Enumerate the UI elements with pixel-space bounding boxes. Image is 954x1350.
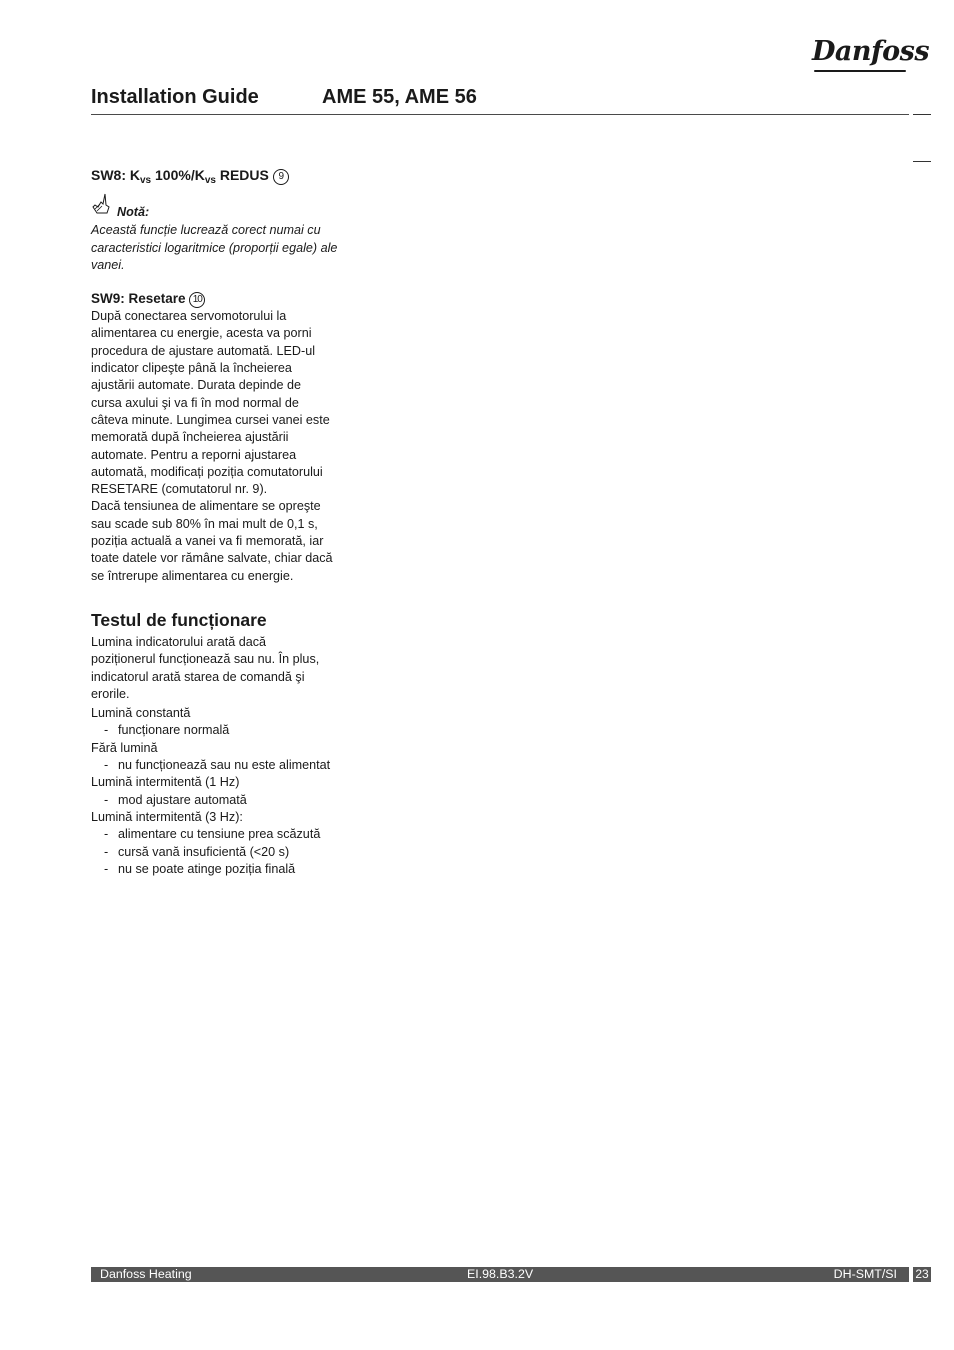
sw9-body: După conectarea servomotorului la alimentarea cu energie, acesta va porni procedura de ajustare automată. LED-ul indicator clipeşte până la încheierea ajustării automate. Durata depinde de cursa axului şi va fi în mod normal de câteva minute. Lungimea cursei vanei este memorată după încheierea ajustării automate. Pentru a reporni ajustarea automată, modificați poziția comutatorului RESETARE (comutatorul nr. 9). Dacă tensiunea de alimentare se opreşte sau scade sub 80% în mai mult de 0,1 s, poziția actuală a vanei va fi memorată, iar toate datele vor rămâne salvate, chiar dacă se întrerupe alimentarea cu energie. [91,309,333,583]
header-rule [91,114,909,115]
note-label: Notă: [117,205,150,220]
note-row [91,193,356,220]
pointing-hand-icon [91,193,111,220]
circled-number-10: 10 [189,292,205,308]
indicator-states-list [91,705,356,878]
state-label: Lumină intermitentă (1 Hz) [91,775,240,790]
note-text: Această funcție lucrează corect numai cu caracteristici logaritmice (proporții egale) ale vanei. [91,223,338,272]
function-test-title: Testul de funcționare [91,609,267,630]
footer-dept: DH-SMT/SI [833,1267,897,1281]
state-label: Lumină constantă [91,706,191,721]
state-label: Fără lumină [91,740,158,755]
content-column [91,166,356,878]
logo-swash [814,70,906,72]
margin-tick-top [913,114,931,115]
footer-company: Danfoss Heating [100,1267,192,1281]
danfoss-logo [812,36,929,67]
margin-tick-bottom [913,161,931,162]
footer-bar [91,1267,909,1282]
product-title: AME 55, AME 56 [322,86,477,108]
function-test-intro: Lumina indicatorului arată dacă poziționerul funcționează sau nu. În plus, indicatorul arată starea de comandă şi erorile. [91,634,320,701]
footer-doc-code: EI.98.B3.2V [467,1267,534,1281]
list-item: - cursă vană insuficientă (<20 s) [104,844,290,859]
logo-wordmark: Danfoss [812,36,930,67]
list-item: - nu funcționează sau nu este alimentat [104,758,331,773]
sw9-heading: SW9: Resetare 10 [91,290,356,308]
list-item: - mod ajustare automată [104,792,247,807]
list-item: - nu se poate atinge poziția finală [104,861,296,876]
state-label: Lumină intermitentă (3 Hz): [91,809,243,824]
page-number: 23 [913,1267,931,1282]
list-item: - funcționare normală [104,723,230,738]
list-item: - alimentare cu tensiune prea scăzută [104,827,321,842]
circled-number-9: 9 [273,169,289,185]
guide-title: Installation Guide [91,86,259,108]
sw8-heading: SW8: $K_{vs}$ $100\%/K_{vs}$ REDUS 9 [91,166,356,185]
